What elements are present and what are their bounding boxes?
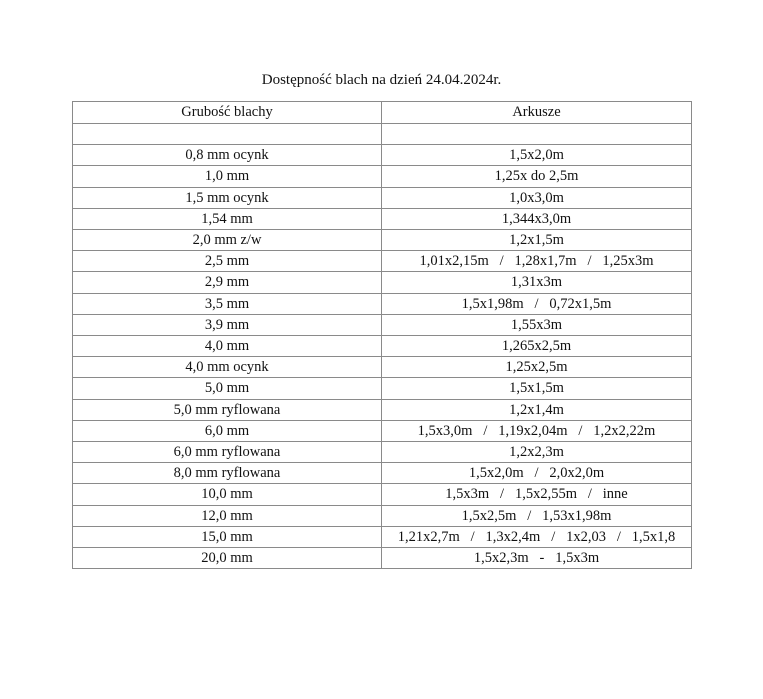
thickness-cell: 12,0 mm	[73, 505, 382, 526]
thickness-cell: 10,0 mm	[73, 484, 382, 505]
thickness-cell: 15,0 mm	[73, 526, 382, 547]
sheets-cell: 1,55x3m	[382, 314, 692, 335]
table-row	[73, 166, 692, 187]
table-row	[73, 293, 692, 314]
thickness-cell: 8,0 mm ryflowana	[73, 463, 382, 484]
sheets-cell: 1,344x3,0m	[382, 208, 692, 229]
table-row	[73, 378, 692, 399]
sheets-cell: 1,5x2,5m / 1,53x1,98m	[382, 505, 692, 526]
thickness-cell: 4,0 mm	[73, 336, 382, 357]
sheets-cell: 1,265x2,5m	[382, 336, 692, 357]
sheets-cell: 1,5x1,5m	[382, 378, 692, 399]
sheets-cell: 1,5x2,0m	[382, 145, 692, 166]
sheets-cell: 1,21x2,7m / 1,3x2,4m / 1x2,03 / 1,5x1,8	[382, 526, 692, 547]
thickness-cell: 6,0 mm ryflowana	[73, 442, 382, 463]
table-row	[73, 484, 692, 505]
sheet-availability-table	[72, 101, 692, 569]
table-row	[73, 230, 692, 251]
table-row	[73, 463, 692, 484]
thickness-cell: 2,5 mm	[73, 251, 382, 272]
table-row	[73, 442, 692, 463]
sheets-cell	[382, 124, 692, 145]
thickness-cell	[73, 124, 382, 145]
table-row	[73, 208, 692, 229]
sheets-cell: 1,5x3m / 1,5x2,55m / inne	[382, 484, 692, 505]
table-row	[73, 251, 692, 272]
thickness-cell: 2,9 mm	[73, 272, 382, 293]
table-row	[73, 526, 692, 547]
sheets-cell: 1,5x2,3m - 1,5x3m	[382, 548, 692, 569]
table-row	[73, 314, 692, 335]
thickness-cell: 1,5 mm ocynk	[73, 187, 382, 208]
sheets-cell: 1,2x1,5m	[382, 230, 692, 251]
sheets-cell: 1,25x do 2,5m	[382, 166, 692, 187]
table-row	[73, 399, 692, 420]
table-row	[73, 420, 692, 441]
table-row	[73, 272, 692, 293]
sheets-cell: 1,5x1,98m / 0,72x1,5m	[382, 293, 692, 314]
table-row	[73, 357, 692, 378]
table-header-row	[73, 102, 692, 124]
sheets-cell: 1,5x2,0m / 2,0x2,0m	[382, 463, 692, 484]
sheets-cell: 1,2x1,4m	[382, 399, 692, 420]
sheets-cell: 1,01x2,15m / 1,28x1,7m / 1,25x3m	[382, 251, 692, 272]
thickness-cell: 1,0 mm	[73, 166, 382, 187]
sheets-cell: 1,2x2,3m	[382, 442, 692, 463]
thickness-cell: 4,0 mm ocynk	[73, 357, 382, 378]
thickness-cell: 2,0 mm z/w	[73, 230, 382, 251]
table-row	[73, 548, 692, 569]
table-row	[73, 124, 692, 145]
sheets-cell: 1,0x3,0m	[382, 187, 692, 208]
sheets-cell: 1,31x3m	[382, 272, 692, 293]
table-row	[73, 505, 692, 526]
sheets-cell: 1,25x2,5m	[382, 357, 692, 378]
thickness-cell: 5,0 mm ryflowana	[73, 399, 382, 420]
header-sheets: Arkusze	[382, 102, 692, 124]
thickness-cell: 5,0 mm	[73, 378, 382, 399]
table-row	[73, 336, 692, 357]
thickness-cell: 1,54 mm	[73, 208, 382, 229]
thickness-cell: 3,9 mm	[73, 314, 382, 335]
header-thickness: Grubość blachy	[73, 102, 382, 124]
sheets-cell: 1,5x3,0m / 1,19x2,04m / 1,2x2,22m	[382, 420, 692, 441]
thickness-cell: 20,0 mm	[73, 548, 382, 569]
table-row	[73, 145, 692, 166]
document-title: Dostępność blach na dzień 24.04.2024r.	[261, 72, 502, 88]
table-row	[73, 187, 692, 208]
thickness-cell: 3,5 mm	[73, 293, 382, 314]
thickness-cell: 0,8 mm ocynk	[73, 145, 382, 166]
thickness-cell: 6,0 mm	[73, 420, 382, 441]
